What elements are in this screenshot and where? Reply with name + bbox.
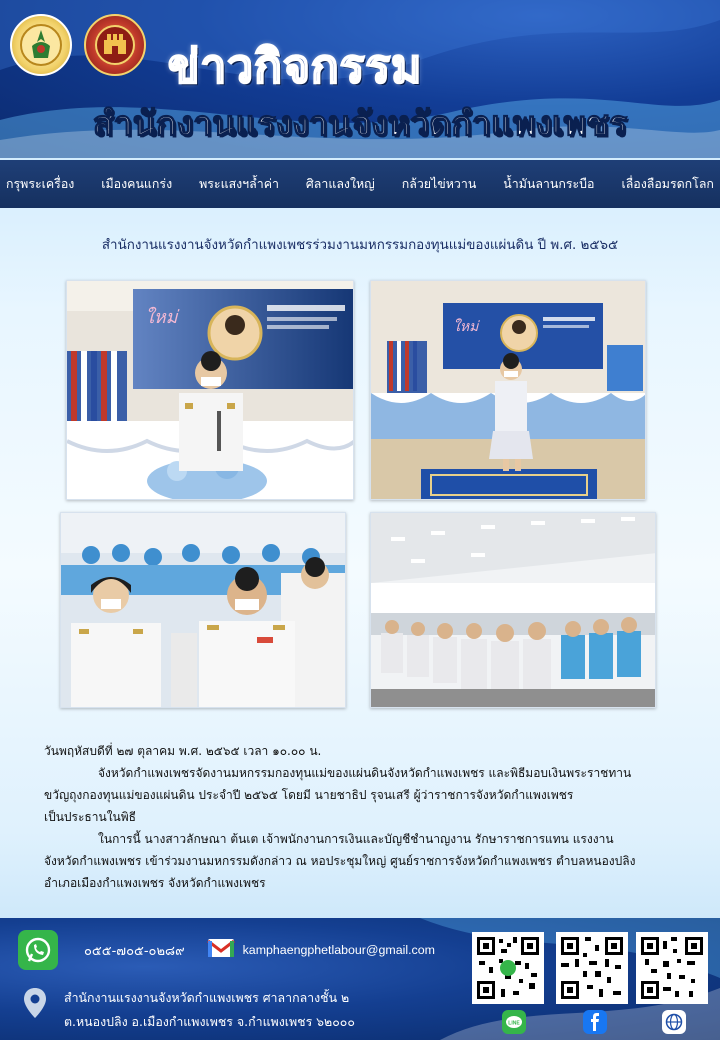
svg-text:ใหม่: ใหม่	[453, 319, 479, 335]
qr-code-icon[interactable]	[556, 932, 628, 1004]
slogan-item: กล้วยไข่หวาน	[401, 175, 477, 191]
slogan-item: เลื่องลือมรดกโลก	[621, 175, 714, 191]
line-icon[interactable]	[18, 930, 58, 970]
phone-number[interactable]: ๐๕๕-๗๐๕-๐๒๘๙	[84, 943, 185, 959]
body-paragraph-1-line: จังหวัดกำแพงเพชรจัดงานมหกรรมกองทุนแม่ของแผ่นดินจังหวัดกำแพงเพชร และพิธีมอบเงินพระราชทาน	[98, 766, 632, 780]
news-headline: สำนักงานแรงงานจังหวัดกำแพงเพชรร่วมงานมหกรรมกองทุนแม่ของแผ่นดิน ปี พ.ศ. ๒๕๖๕	[101, 238, 619, 253]
qr-code-icon[interactable]	[472, 932, 544, 1004]
header-banner	[0, 0, 720, 158]
body-paragraph-1-line: ขวัญถุงกองทุนแม่ของแผ่นดิน ประจำปี ๒๕๖๕ โดยมี นายชาธิป รุจนเสรี ผู้ว่าราชการจังหวัดกำแพงเพชร	[44, 788, 574, 802]
body-paragraph-2-line: จังหวัดกำแพงเพชร เข้าร่วมงานมหกรรมดังกล่าว ณ หอประชุมใหญ่ ศูนย์ราชการจังหวัดกำแพงเพชร ตำบลหนองปลิง	[44, 854, 636, 868]
gmail-icon	[207, 937, 235, 963]
page-title: ข่าวกิจกรรม	[168, 39, 423, 93]
email-address[interactable]: kamphaengphetlabour@gmail.com	[242, 943, 435, 957]
photo-conference-hall	[370, 512, 656, 708]
address-line-1: สำนักงานแรงงานจังหวัดกำแพงเพชร ศาลากลางชั้น ๒	[64, 990, 350, 1005]
photo-governor-speech	[66, 280, 354, 500]
slogan-item: ศิลาแลงใหญ่	[305, 175, 375, 191]
photo-representative-on-stage	[370, 280, 646, 500]
slogan-item: กรุพระเครื่อง	[6, 175, 75, 191]
globe-icon[interactable]	[662, 1010, 686, 1034]
qr-code-icon[interactable]	[636, 932, 708, 1004]
body-paragraph-2-line: ในการนี้ นางสาวลักษณา ต้นเต เจ้าพนักงานการเงินและบัญชีชำนาญงาน รักษาราชการแทน แรงงาน	[98, 832, 614, 846]
slogan-item: พระแสงฯล้ำค่า	[199, 175, 279, 191]
facebook-icon[interactable]	[583, 1010, 607, 1034]
slogan-item: เมืองคนแกร่ง	[101, 175, 173, 191]
svg-text:LINE: LINE	[508, 1020, 520, 1027]
body-paragraph-1-line: เป็นประธานในพิธี	[44, 810, 136, 824]
slogan-bar	[0, 160, 720, 208]
news-body	[44, 740, 694, 894]
svg-text:ใหม่: ใหม่	[145, 307, 178, 328]
body-paragraph-2-line: อำเภอเมืองกำแพงเพชร จังหวัดกำแพงเพชร	[44, 876, 266, 890]
location-icon	[22, 986, 48, 1024]
contact-footer	[0, 918, 720, 1040]
photo-attendees-front-row	[60, 512, 346, 708]
event-date-line: วันพฤหัสบดีที่ ๒๗ ตุลาคม พ.ศ. ๒๕๖๕ เวลา ๑๐.๐๐ น.	[44, 744, 322, 758]
provincial-seal-logo	[84, 14, 146, 76]
phone-row	[18, 930, 435, 970]
address-line-2: ต.หนองปลิง อ.เมืองกำแพงเพชร จ.กำแพงเพชร ๖๒๐๐๐	[64, 1014, 355, 1029]
office-name: สำนักงานแรงงานจังหวัดกำแพงเพชร	[92, 104, 628, 144]
line-app-icon[interactable]	[502, 1010, 526, 1034]
ministry-logo	[10, 14, 72, 76]
slogan-item: น้ำมันลานกระบือ	[503, 175, 595, 191]
address-row	[22, 986, 355, 1034]
